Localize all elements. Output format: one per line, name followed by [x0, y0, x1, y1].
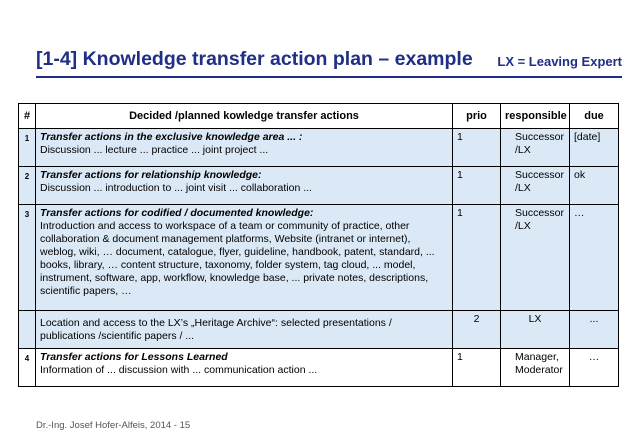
prio-cell: 1: [453, 167, 501, 205]
header-prio: prio: [453, 104, 501, 129]
table-row: [19, 167, 619, 205]
row-number: 2: [19, 167, 36, 205]
action-text: Information of ... discussion with ... communication action ...: [40, 364, 318, 376]
responsible-cell: Manager, Moderator: [501, 349, 570, 387]
header-action: Decided /planned kowledge transfer actions: [36, 104, 453, 129]
header-due: due: [570, 104, 619, 129]
responsible-cell: Successor /LX: [501, 167, 570, 205]
responsible-cell: Successor /LX: [501, 205, 570, 311]
due-cell: ok: [570, 167, 619, 205]
row-number: 3: [19, 205, 36, 311]
table-row: [19, 129, 619, 167]
title-underline: [36, 76, 622, 78]
row-number: [19, 311, 36, 349]
action-text: Discussion ... lecture ... practice ... joint project ...: [40, 144, 269, 156]
due-cell: [date]: [570, 129, 619, 167]
action-cell: [36, 205, 453, 311]
action-cell: [36, 129, 453, 167]
slide-subtitle: LX = Leaving Expert: [497, 54, 622, 69]
action-plan-table: [18, 103, 619, 387]
action-text: Discussion ... introduction to ... joint visit ... collaboration ...: [40, 182, 312, 194]
action-title: Transfer actions in the exclusive knowledge area ... :: [40, 131, 303, 143]
responsible-cell: Successor /LX: [501, 129, 570, 167]
action-title: Transfer actions for Lessons Learned: [40, 351, 228, 363]
slide-title: [1-4] Knowledge transfer action plan – example: [36, 48, 473, 70]
header-responsible: responsible: [501, 104, 570, 129]
action-text: Location and access to the LX’s „Heritage Archive“: selected presentations / publications /scientific papers / ...: [40, 317, 392, 342]
row-number: 1: [19, 129, 36, 167]
table-row: [19, 349, 619, 387]
action-title: Transfer actions for relationship knowledge:: [40, 169, 262, 181]
due-cell: …: [570, 205, 619, 311]
action-cell: [36, 349, 453, 387]
action-title: Transfer actions for codified / documented knowledge:: [40, 207, 314, 219]
prio-cell: 2: [453, 311, 501, 349]
prio-cell: 1: [453, 129, 501, 167]
action-cell: [36, 167, 453, 205]
table-header-row: [19, 104, 619, 129]
slide-footer: Dr.-Ing. Josef Hofer-Alfeis, 2014 - 15: [36, 420, 191, 431]
header-num: #: [19, 104, 36, 129]
row-number: 4: [19, 349, 36, 387]
table-row: [19, 311, 619, 349]
action-text: Introduction and access to workspace of a team or community of practice, other collaboration & document management platforms, Website (intranet or internet), weblog, wiki, … document, catalogue, flyer, guideline, handbook, patent, standard, ... books, library, … content structure, taxonomy, folder system, tag cloud, ... model, instrument, software, app, workflow, knowledge base, ... private notes, descriptions, scientific papers, …: [40, 220, 435, 297]
prio-cell: 1: [453, 205, 501, 311]
due-cell: …: [570, 349, 619, 387]
due-cell: ...: [570, 311, 619, 349]
action-cell: [36, 311, 453, 349]
responsible-cell: LX: [501, 311, 570, 349]
prio-cell: 1: [453, 349, 501, 387]
table-row: [19, 205, 619, 311]
title-bar: [36, 46, 626, 80]
